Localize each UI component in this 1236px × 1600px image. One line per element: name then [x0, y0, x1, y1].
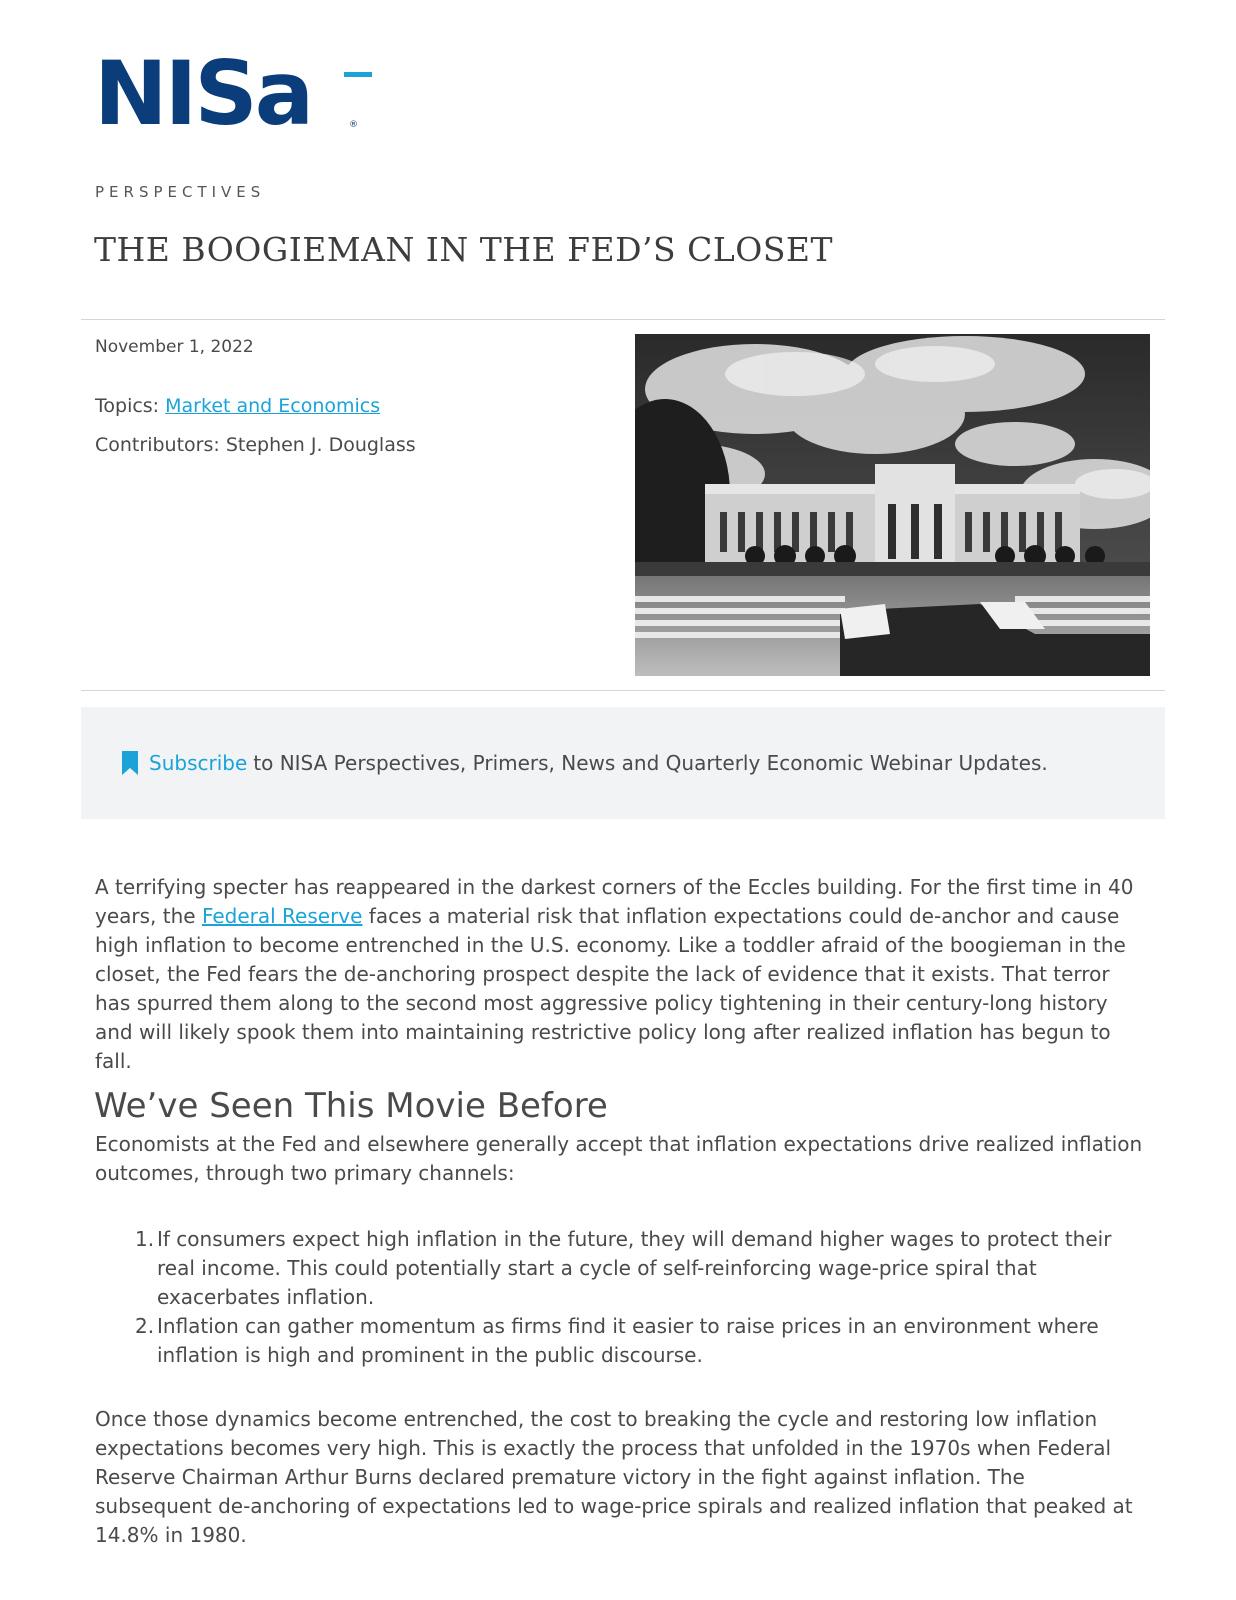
nisa-logo[interactable]: [94, 48, 384, 138]
topic-link-market-economics[interactable]: Market and Economics: [165, 395, 381, 417]
contributors-line: [95, 434, 416, 456]
divider-bottom: [81, 690, 1165, 691]
list-item: [135, 1225, 1145, 1312]
section-paragraph: Economists at the Fed and elsewhere generally accept that inflation expectations drive realized inflation outcomes, through two primary channels:: [95, 1132, 1143, 1185]
intro-paragraph: [95, 873, 1145, 1076]
topics-label: Topics:: [95, 395, 160, 417]
channels-list: [135, 1225, 1145, 1370]
publish-date: November 1, 2022: [95, 337, 254, 357]
contributor-name: Stephen J. Douglass: [225, 434, 416, 456]
photo-illustration: [635, 334, 1150, 676]
subscribe-row: [121, 751, 1048, 775]
federal-reserve-link[interactable]: Federal Reserve: [201, 904, 363, 928]
intro-text-start: A terrifying specter has reappeared in the darkest corners of the Eccles building. For the first time in 40 years, the: [95, 875, 1134, 928]
subscribe-panel: [81, 707, 1165, 819]
contributors-label: Contributors:: [95, 434, 220, 456]
list-number: 2.: [135, 1314, 155, 1338]
list-number: 1.: [135, 1227, 155, 1251]
list-item: [135, 1312, 1145, 1370]
divider-top: [81, 319, 1165, 320]
logo-text: NISa: [94, 48, 312, 138]
registered-mark-icon: ®: [349, 120, 358, 130]
section-heading: We’ve Seen This Movie Before: [94, 1086, 608, 1126]
list-item-text: If consumers expect high inflation in the future, they will demand higher wages to protect their real income. This could potentially start a cycle of self-reinforcing wage-price spiral that exacerbates inflation.: [157, 1227, 1112, 1309]
bookmark-icon: [121, 751, 139, 775]
logo-accent-dash: [344, 72, 372, 77]
subscribe-link[interactable]: Subscribe: [149, 751, 248, 775]
list-item-text: Inflation can gather momentum as firms find it easier to raise prices in an environment where inflation is high and prominent in the public discourse.: [157, 1314, 1099, 1367]
page-title: THE BOOGIEMAN IN THE FED’S CLOSET: [94, 230, 834, 269]
subscribe-text: to NISA Perspectives, Primers, News and Quarterly Economic Webinar Updates.: [253, 751, 1048, 775]
closing-paragraph: Once those dynamics become entrenched, the cost to breaking the cycle and restoring low inflation expectations becomes very high. This is exactly the process that unfolded in the 1970s when Federal Reserve Chairman Arthur Burns declared premature victory in the fight against inflation. The subsequent de-anchoring of expectations led to wage-price spirals and realized inflation that peaked at 14.8% in 1980.: [95, 1407, 1133, 1547]
section-label: PERSPECTIVES: [95, 183, 266, 201]
federal-reserve-building-photo: [635, 334, 1150, 676]
intro-text-end: faces a material risk that inflation expectations could de-anchor and cause high inflation to become entrenched in the U.S. economy. Like a toddler afraid of the boogieman in the closet, the Fed fears the de-anchoring prospect despite the lack of evidence that it exists. That terror has spurred them along to the second most aggressive policy tightening in their century-long history and will likely spook them into maintaining restrictive policy long after realized inflation has begun to fall.: [95, 904, 1126, 1073]
topics-line: [95, 395, 380, 417]
